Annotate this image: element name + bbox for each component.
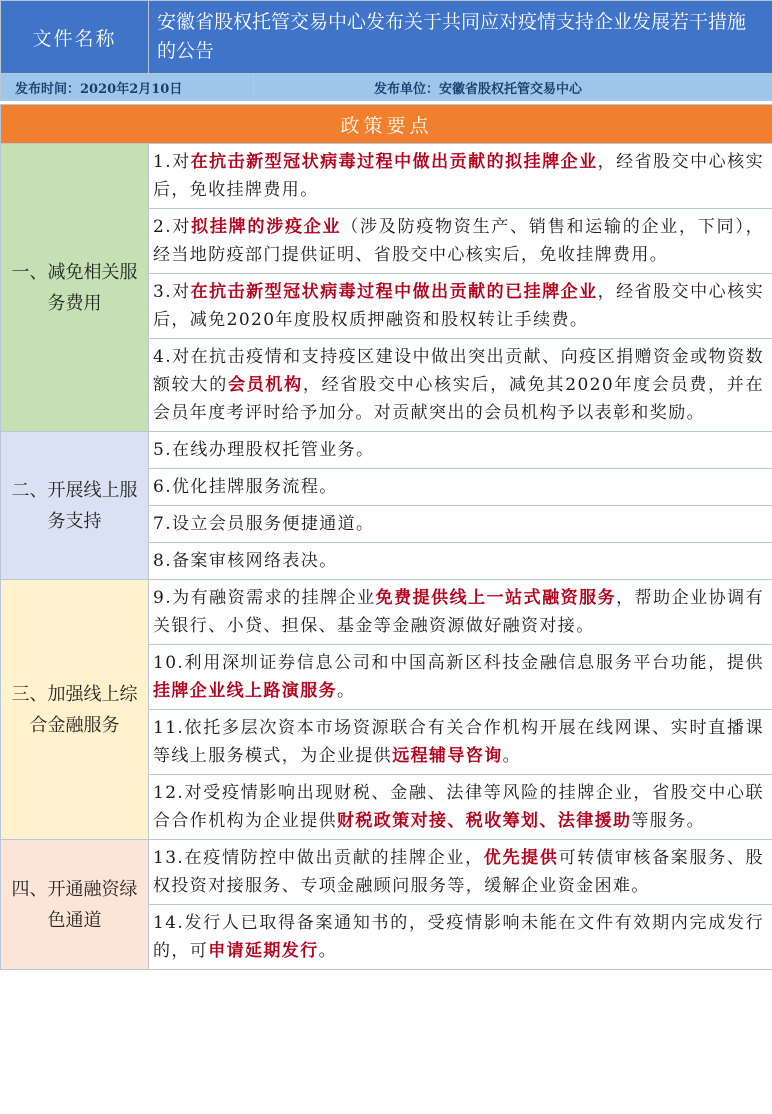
item-highlight: 优先提供 — [483, 848, 559, 868]
policy-item-5: 5.在线办理股权托管业务。 — [149, 432, 772, 469]
table-row — [1, 840, 772, 905]
category-3-label: 三、加强线上综合金融服务 — [1, 580, 149, 840]
file-name-label: 文件名称 — [1, 1, 149, 74]
publisher-value: 安徽省股权托管交易中心 — [439, 81, 583, 97]
item-text: 1.对 — [153, 152, 191, 172]
item-text: 12.对受疫情影响出现财税、金融、法律等风险的挂牌企业，省股交中心联合合作机构为企业提供 — [153, 783, 765, 831]
section-title: 政策要点 — [1, 105, 772, 144]
item-text: 13.在疫情防控中做出贡献的挂牌企业， — [153, 848, 484, 868]
publisher-cell — [254, 74, 772, 101]
item-highlight: 财税政策对接、税收筹划、法律援助 — [337, 811, 632, 831]
publisher-label: 发布单位： — [374, 81, 440, 97]
policy-item-3 — [149, 274, 772, 339]
table-row — [1, 432, 772, 469]
item-text: 3.对 — [153, 282, 191, 302]
publish-date-cell — [1, 74, 254, 101]
item-highlight: 拟挂牌的涉疫企业 — [191, 217, 342, 237]
policy-item-9 — [149, 580, 772, 645]
meta-row — [1, 74, 772, 101]
policy-item-12 — [149, 775, 772, 840]
category-1-label: 一、减免相关服务费用 — [1, 144, 149, 432]
item-text: ，帮助企业协调有关银行、小贷、担保、基金等金融资源做好融资对接。 — [153, 588, 765, 636]
policy-item-13 — [149, 840, 772, 905]
document-title: 安徽省股权托管交易中心发布关于共同应对疫情支持企业发展若干措施的公告 — [149, 1, 772, 74]
item-text: 4.对在抗击疫情和支持疫区建设中做出突出贡献、向疫区捐赠资金或物资数额较大的 — [153, 347, 765, 395]
policy-item-2 — [149, 209, 772, 274]
policy-item-10 — [149, 645, 772, 710]
item-text: 。 — [337, 681, 356, 701]
item-text: 。 — [502, 746, 522, 766]
item-text: 等服务。 — [631, 811, 706, 831]
item-text: 11.依托多层次资本市场资源联合有关合作机构开展在线网课、实时直播课等线上服务模式，为企业提供 — [153, 718, 765, 766]
item-text: 9.为有融资需求的挂牌企业 — [153, 588, 376, 608]
item-text: 可转债审核备案服务、股权投资对接服务、专项金融顾问服务等，缓解企业资金困难。 — [153, 848, 765, 896]
item-text: 14.发行人已取得备案通知书的，受疫情影响未能在文件有效期内完成发行的，可 — [153, 913, 765, 961]
table-row — [1, 580, 772, 645]
policy-item-4 — [149, 339, 772, 432]
header-row — [1, 1, 772, 74]
item-highlight: 在抗击新型冠状病毒过程中做出贡献的拟挂牌企业 — [190, 152, 598, 172]
item-highlight: 免费提供线上一站式融资服务 — [375, 588, 617, 608]
item-highlight: 远程辅导咨询 — [392, 746, 503, 766]
item-highlight: 申请延期发行 — [208, 941, 319, 961]
item-text: ，经省股交中心核实后，减免2020年度股权质押融资和股权转让手续费。 — [153, 282, 765, 330]
item-highlight: 会员机构 — [227, 375, 303, 395]
table-row — [1, 144, 772, 209]
policy-item-1 — [149, 144, 772, 209]
publish-date-label: 发布时间： — [15, 81, 81, 97]
policy-item-7: 7.设立会员服务便捷通道。 — [149, 506, 772, 543]
item-highlight: 挂牌企业线上路演服务 — [153, 681, 337, 701]
item-text: 。 — [318, 941, 338, 961]
policy-item-8: 8.备案审核网络表决。 — [149, 543, 772, 580]
category-4-label: 四、开通融资绿色通道 — [1, 840, 149, 970]
item-text: （涉及防疫物资生产、销售和运输的企业，下同），经当地防疫部门提供证明、省股交中心核实后，免收挂牌费用。 — [153, 217, 765, 265]
item-text: 2.对 — [153, 217, 192, 237]
publish-date-value: 2020年2月10日 — [80, 81, 183, 97]
item-text: 10.利用深圳证券信息公司和中国高新区科技金融信息服务平台功能，提供 — [153, 653, 765, 673]
policy-item-6: 6.优化挂牌服务流程。 — [149, 469, 772, 506]
policy-item-14 — [149, 905, 772, 970]
policy-item-11 — [149, 710, 772, 775]
section-title-row — [1, 105, 772, 144]
item-highlight: 在抗击新型冠状病毒过程中做出贡献的已挂牌企业 — [190, 282, 598, 302]
item-text: ，经省股交中心核实后，减免其2020年度会员费，并在会员年度考评时给予加分。对贡献突出的会员机构予以表彰和奖励。 — [153, 375, 764, 423]
item-text: ，经省股交中心核实后，免收挂牌费用。 — [153, 152, 765, 200]
category-2-label: 二、开展线上服务支持 — [1, 432, 149, 580]
